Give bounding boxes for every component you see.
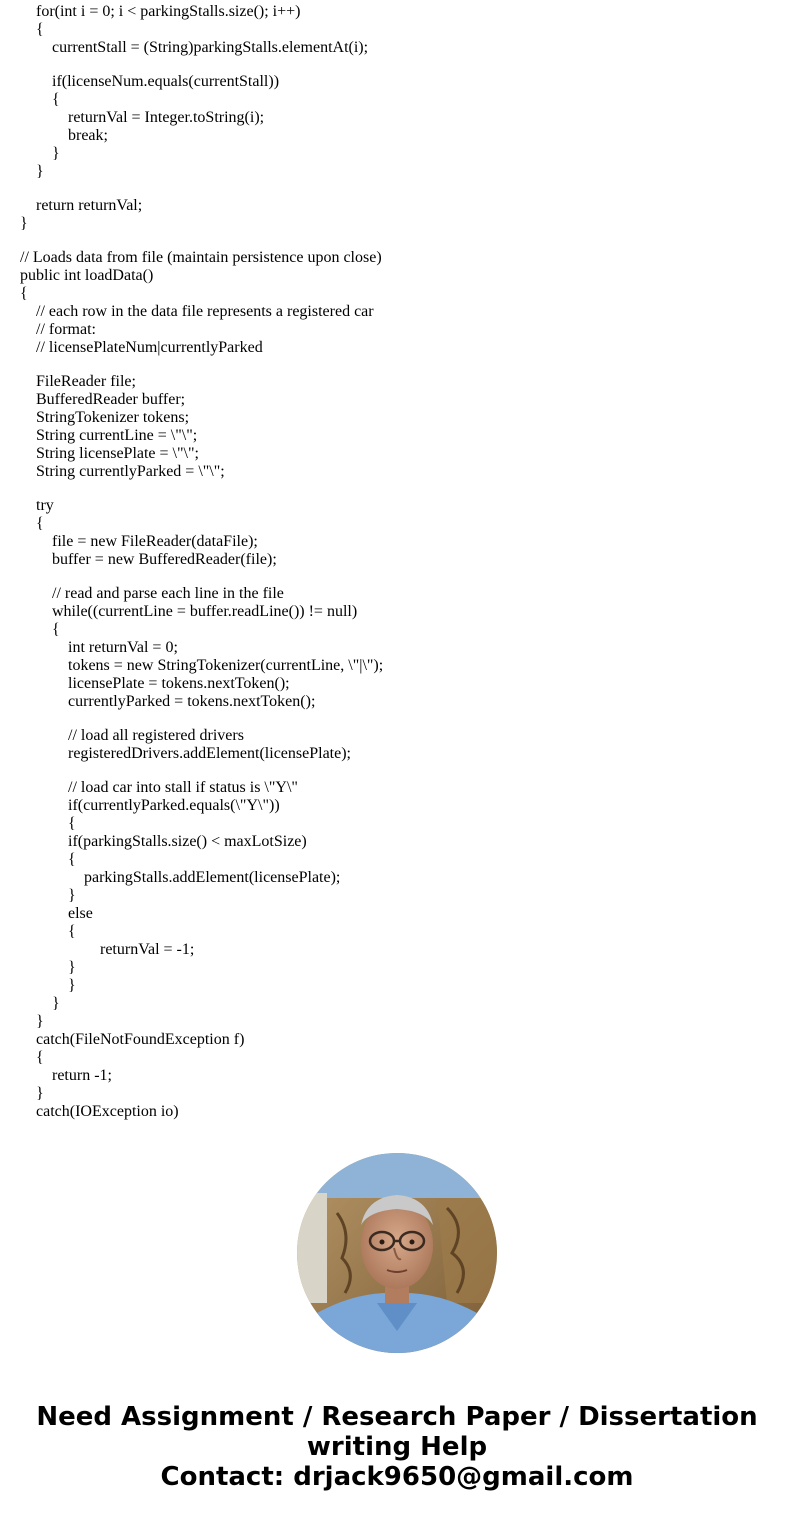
code-line: return -1; — [52, 1067, 112, 1084]
banner-line-assignment: Need Assignment / Research Paper / Dissertation — [36, 1402, 758, 1432]
code-line: parkingStalls.addElement(licensePlate); — [84, 869, 341, 886]
code-line: String currentLine = \"\"; — [36, 427, 198, 444]
code-line: String currentlyParked = \"\"; — [36, 463, 225, 480]
code-line-blank — [20, 57, 780, 73]
code-line: // format: — [36, 321, 96, 338]
code-line: catch(FileNotFoundException f) — [36, 1031, 245, 1048]
code-line: { — [36, 21, 44, 38]
code-line: buffer = new BufferedReader(file); — [52, 551, 277, 568]
code-line: if(currentlyParked.equals(\"Y\")) — [68, 797, 280, 814]
code-line: BufferedReader buffer; — [36, 391, 186, 408]
code-line: currentStall = (String)parkingStalls.elementAt(i); — [52, 39, 369, 56]
code-line: // licensePlateNum|currentlyParked — [36, 339, 263, 356]
code-line: else — [68, 905, 93, 922]
code-line: // Loads data from file (maintain persistence upon close) — [20, 249, 382, 266]
code-line: } — [52, 995, 60, 1012]
code-line: } — [36, 1085, 44, 1102]
code-line: licensePlate = tokens.nextToken(); — [68, 675, 290, 692]
code-line: catch(IOException io) — [36, 1103, 179, 1120]
code-line: tokens = new StringTokenizer(currentLine, \"|\"); — [68, 657, 384, 674]
code-line-blank — [20, 357, 780, 373]
code-line: { — [68, 923, 76, 940]
code-line: { — [68, 815, 76, 832]
code-line: } — [68, 887, 76, 904]
code-line: file = new FileReader(dataFile); — [52, 533, 258, 550]
code-line-blank — [20, 481, 780, 497]
code-line: { — [52, 91, 60, 108]
code-line: // each row in the data file represents a registered car — [36, 303, 374, 320]
code-line: try — [36, 497, 54, 514]
code-line: currentlyParked = tokens.nextToken(); — [68, 693, 316, 710]
code-line: { — [36, 1049, 44, 1066]
code-line: } — [20, 215, 28, 232]
code-line: String licensePlate = \"\"; — [36, 445, 199, 462]
code-line: registeredDrivers.addElement(licensePlate); — [68, 745, 351, 762]
code-line: } — [52, 145, 60, 162]
code-line-blank — [20, 763, 780, 779]
code-line: { — [36, 515, 44, 532]
code-line: { — [20, 285, 28, 302]
code-line: for(int i = 0; i < parkingStalls.size(); i++) — [36, 3, 301, 20]
code-listing — [20, 3, 780, 1121]
code-line: FileReader file; — [36, 373, 136, 390]
banner-line-help: writing Help — [306, 1432, 488, 1462]
code-line: return returnVal; — [36, 197, 143, 214]
code-line-blank — [20, 233, 780, 249]
contact-banner — [0, 1402, 794, 1492]
code-line-blank — [20, 711, 780, 727]
code-line: if(parkingStalls.size() < maxLotSize) — [68, 833, 307, 850]
code-line: int returnVal = 0; — [68, 639, 178, 656]
code-line: // load car into stall if status is \"Y\" — [68, 779, 298, 796]
code-line: // read and parse each line in the file — [52, 585, 284, 602]
code-line: } — [36, 1013, 44, 1030]
code-line: break; — [68, 127, 108, 144]
author-photo — [297, 1153, 497, 1353]
code-line: if(licenseNum.equals(currentStall)) — [52, 73, 280, 90]
code-line: } — [68, 959, 76, 976]
code-line: returnVal = Integer.toString(i); — [68, 109, 265, 126]
code-line: } — [36, 163, 44, 180]
code-line: StringTokenizer tokens; — [36, 409, 190, 426]
code-line: { — [52, 621, 60, 638]
banner-line-contact: Contact: drjack9650@gmail.com — [160, 1462, 634, 1492]
code-line: { — [68, 851, 76, 868]
code-line-blank — [20, 569, 780, 585]
code-line: // load all registered drivers — [68, 727, 244, 744]
code-line: public int loadData() — [20, 267, 154, 284]
code-line: while((currentLine = buffer.readLine()) != null) — [52, 603, 358, 620]
code-line: returnVal = -1; — [100, 941, 195, 958]
code-line-blank — [20, 181, 780, 197]
code-line: } — [68, 977, 76, 994]
